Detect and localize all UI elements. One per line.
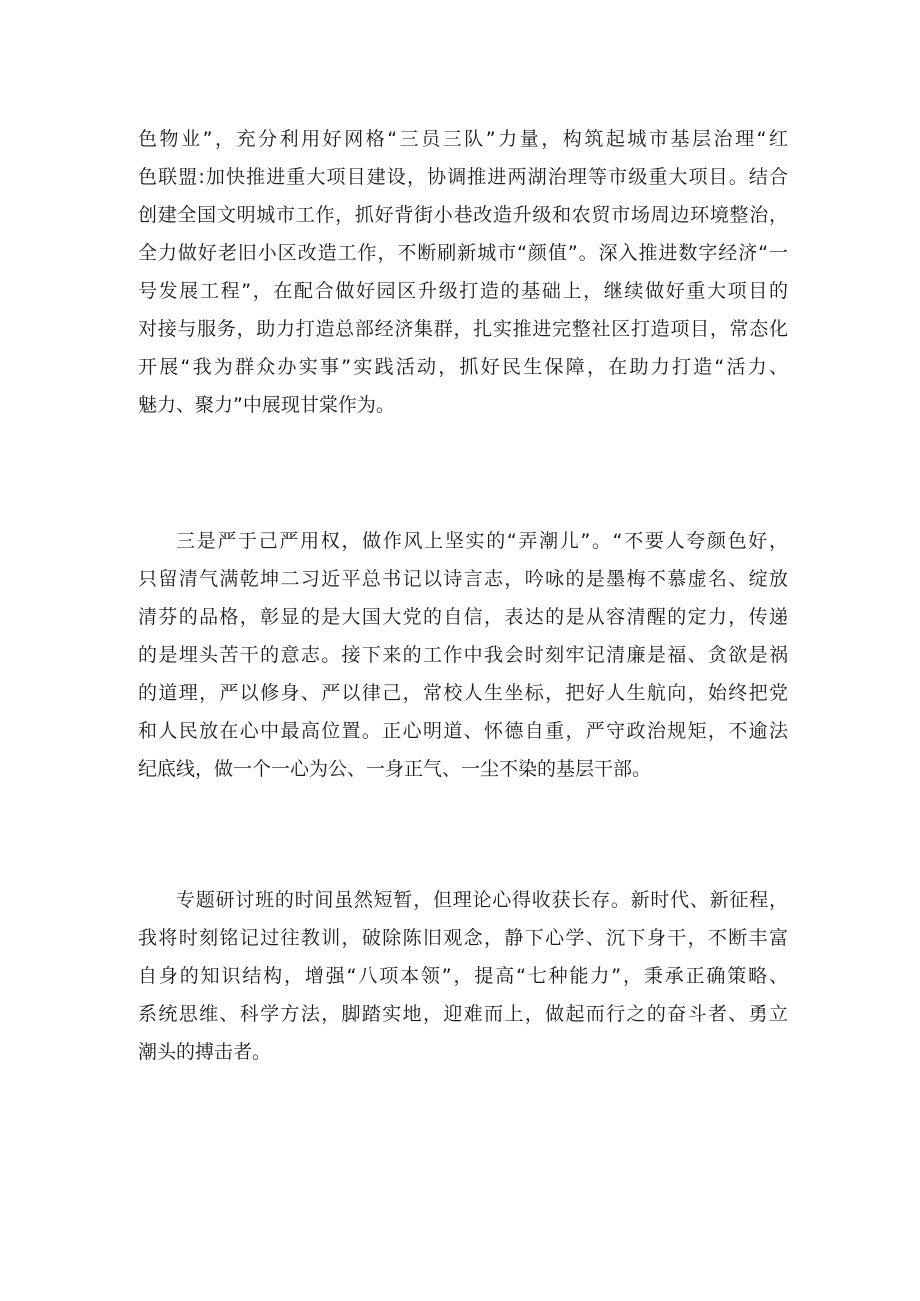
paragraph-1-line-7: 开展“我为群众办实事”实践活动，抓好民生保障，在助力打造“活力、 [138,356,788,378]
paragraph-2-line-4: 的是埋头苦干的意志。接下来的工作中我会时刻牢记清廉是福、贪欲是祸 [138,644,788,666]
paragraph-2-line-6: 和人民放在心中最高位置。正心明道、怀德自重，严守政治规矩，不逾法 [138,720,788,742]
paragraph-1 [138,120,788,424]
paragraph-1-line-2: 色联盟:加快推进重大项目建设，协调推进两湖治理等市级重大项目。结合 [138,166,788,188]
paragraph-2 [138,522,788,788]
paragraph-3-line-4: 系统思维、科学方法，脚踏实地，迎难而上，做起而行之的奋斗者、勇立 [138,1003,788,1025]
paragraph-2-line-7: 纪底线，做一个一心为公、一身正气、一尘不染的基层干部。 [138,758,652,780]
paragraph-3-line-5: 潮头的搏击者。 [138,1041,272,1063]
paragraph-1-line-1: 色物业”，充分利用好网格“三员三队”力量，构筑起城市基层治理“红 [138,128,788,150]
paragraph-2-line-5: 的道理，严以修身、严以律己，常校人生坐标，把好人生航向，始终把党 [138,682,788,704]
paragraph-1-line-4: 全力做好老旧小区改造工作，不断刷新城市“颜值”。深入推进数字经济“一 [138,242,788,264]
paragraph-2-line-3: 清芬的品格，彰显的是大国大党的自信，表达的是从容清醒的定力，传递 [138,606,788,628]
paragraph-3-line-3: 自身的知识结构，增强“八项本领”，提高“七种能力”，秉承正确策略、 [138,965,788,987]
paragraph-2-line-2: 只留清气满乾坤二习近平总书记以诗言志，吟咏的是墨梅不慕虚名、绽放 [138,568,788,590]
paragraph-3-line-1: 专题研讨班的时间虽然短暂，但理论心得收获长存。新时代、新征程， [176,889,788,911]
paragraph-3-line-2: 我将时刻铭记过往教训，破除陈旧观念，静下心学、沉下身干，不断丰富 [138,927,788,949]
paragraph-1-line-5: 号发展工程”，在配合做好园区升级打造的基础上，继续做好重大项目的 [138,280,788,302]
paragraph-1-line-3: 创建全国文明城市工作，抓好背街小巷改造升级和农贸市场周边环境整治， [138,204,788,226]
paragraph-1-line-8: 魅力、聚力”中展现甘棠作为。 [138,394,395,416]
paragraph-2-line-1: 三是严于己严用权，做作风上坚实的“弄潮儿”。“不要人夸颜色好， [176,530,788,552]
paragraph-1-line-6: 对接与服务，助力打造总部经济集群，扎实推进完整社区打造项目，常态化 [138,318,788,340]
paragraph-3 [138,881,788,1071]
